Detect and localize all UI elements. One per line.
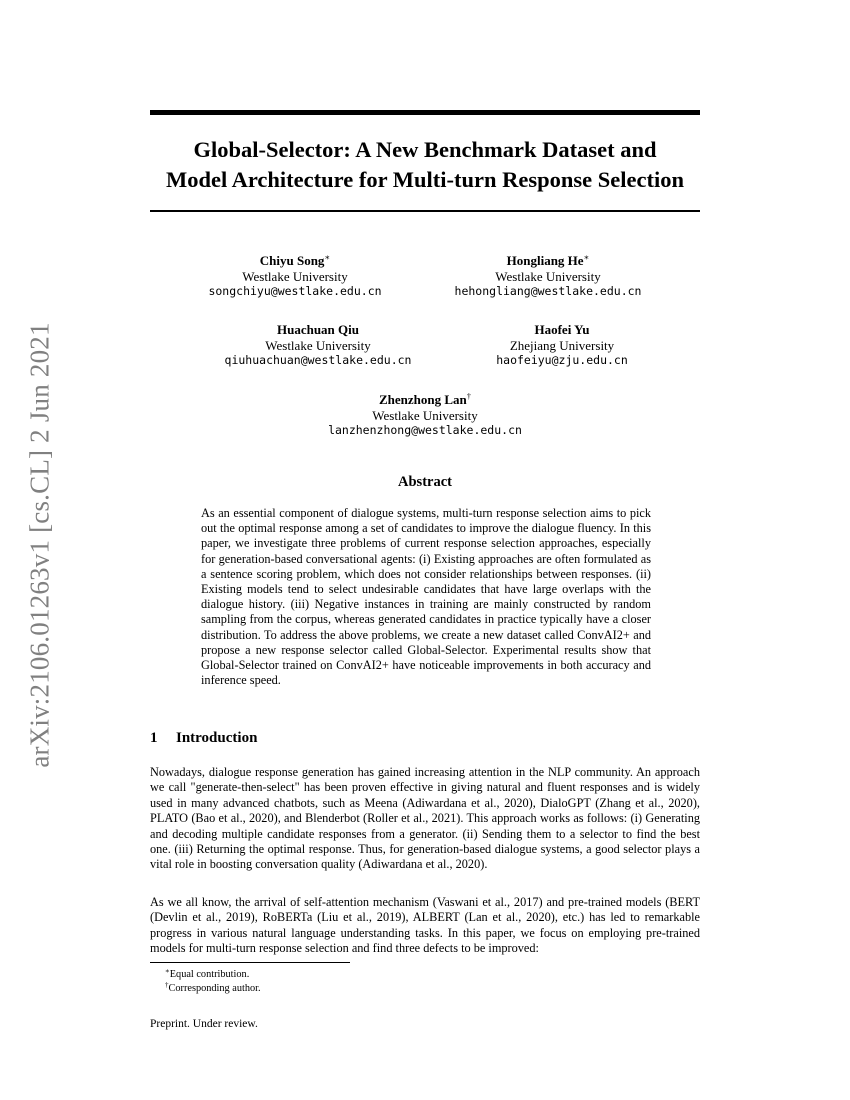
author-affiliation: Westlake University: [495, 268, 601, 284]
arxiv-stamp: arXiv:2106.01263v1 [cs.CL] 2 Jun 2021: [24, 322, 55, 768]
footnote-text: Equal contribution.: [169, 969, 250, 980]
author-email[interactable]: qiuhuachuan@westlake.edu.cn: [224, 353, 412, 367]
footnote-mark: †: [165, 981, 169, 989]
title-top-rule: [150, 110, 700, 115]
intro-paragraph-2: As we all know, the arrival of self-attention mechanism (Vaswani et al., 2017) and pre-trained models (BERT (Devlin et al., 2019), RoBERTa (Liu et al., 2019), ALBERT (Lan et al., 2020), etc.) has led to remarkable progress in various natural language understanding tasks. In this paper, we focus on employing pre-trained models for multi-turn response selection and find three defects to be improved:: [150, 895, 700, 956]
footnote-2: [165, 979, 261, 995]
author-mark: ∗: [583, 252, 590, 262]
author-mark: †: [466, 391, 472, 401]
author-name: Haofei Yu: [534, 322, 590, 337]
title-bottom-rule: [150, 210, 700, 212]
author-name: Huachuan Qiu: [276, 322, 359, 337]
section-number: 1: [150, 730, 158, 746]
author-email[interactable]: hehongliang@westlake.edu.cn: [454, 284, 642, 298]
author-name: Zhenzhong Lan: [378, 392, 467, 407]
author-email[interactable]: haofeiyu@zju.edu.cn: [496, 353, 628, 367]
intro-paragraph-1: Nowadays, dialogue response generation has gained increasing attention in the NLP community. An approach we call "generate-then-select" has been proven effective in giving natural and fluent responses and is widely used in many advanced chatbots, such as Meena (Adiwardana et al., 2020), DialoGPT (Zhang et al., 2020), PLATO (Bao et al., 2020), and Blenderbot (Roller et al., 2021). This approach works as follows: (i) Generating and decoding multiple candidate responses from a generator. (ii) Sending them to a selector to find the best one. (iii) Returning the optimal response. Thus, for generation-based dialogue systems, a good selector plays a vital role in boosting conversation quality (Adiwardana et al., 2020).: [150, 765, 700, 872]
author-affiliation: Westlake University: [265, 337, 371, 353]
section-title: Introduction: [176, 730, 258, 746]
paper-title: [130, 135, 720, 195]
author-affiliation: Westlake University: [372, 407, 478, 423]
title-line-1: Global-Selector: A New Benchmark Dataset and: [193, 137, 657, 162]
author-block-5: [255, 389, 595, 439]
abstract-text: As an essential component of dialogue systems, multi-turn response selection aims to pick out the optimal response among a set of candidates to improve the dialogue fluency. In this paper, we investigate three problems of current response selection approaches, especially for generation-based conversational agents: (i) Existing approaches are often formulated as a sentence scoring problem, which does not consider relationships between responses. (ii) Existing models tend to select undesirable candidates that have large overlaps with the dialogue history. (iii) Negative instances in training are mainly constructed by random sampling from the corpus, whereas generated candidates in practice typically have a closer distribution. To address the above problems, we create a new dataset called ConvAI2+ and propose a new response selector called Global-Selector. Experimental results show that Global-Selector trained on ConvAI2+ have noticeable improvements in both accuracy and inference speed.: [201, 506, 651, 688]
footnote-rule: [150, 962, 350, 963]
preprint-note: Preprint. Under review.: [150, 1018, 258, 1030]
author-affiliation: Zhejiang University: [509, 337, 615, 353]
author-name: Hongliang He: [506, 253, 584, 268]
author-block-4: [392, 319, 732, 369]
title-line-2: Model Architecture for Multi-turn Response Selection: [165, 167, 685, 192]
section-heading: [150, 730, 257, 747]
footnote-text: Corresponding author.: [168, 983, 261, 994]
author-mark: ∗: [324, 252, 331, 262]
author-block-2: [378, 250, 718, 300]
abstract-heading: Abstract: [398, 474, 452, 490]
author-affiliation: Westlake University: [242, 268, 348, 284]
author-email[interactable]: songchiyu@westlake.edu.cn: [208, 284, 382, 298]
author-email[interactable]: lanzhenzhong@westlake.edu.cn: [328, 423, 522, 437]
author-name: Chiyu Song: [259, 253, 325, 268]
footnote-mark: ∗: [165, 967, 170, 975]
